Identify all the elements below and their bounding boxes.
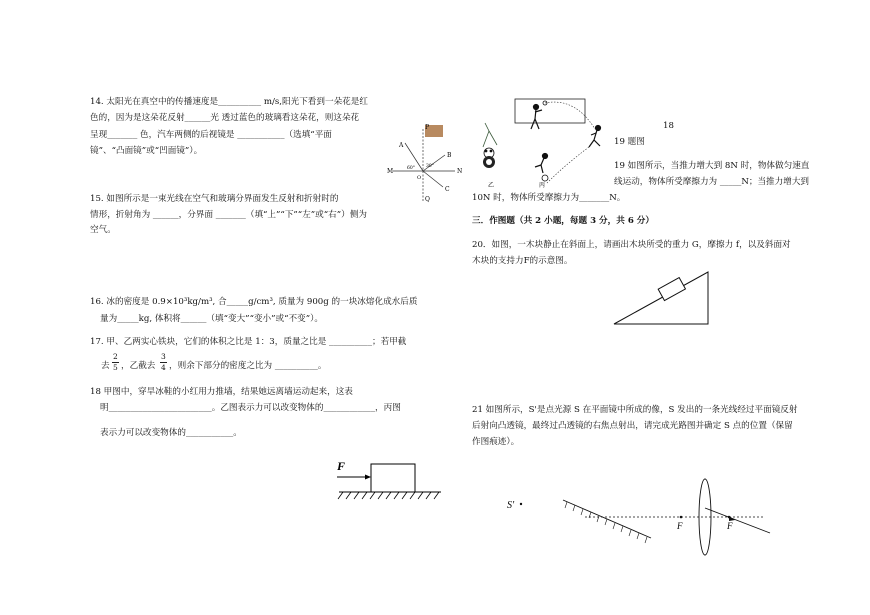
q14-line4: 镜”、“凸面镜”或“凹面镜”）。 bbox=[90, 146, 203, 156]
fraction1-numerator: 2 bbox=[113, 352, 118, 361]
incline-figure bbox=[612, 268, 722, 328]
block-on-incline bbox=[658, 278, 685, 301]
q17-line2-b: ，乙截去 bbox=[121, 361, 156, 371]
q17-line2-c: ，则余下部分的密度之比为 __________。 bbox=[169, 361, 327, 371]
q18-line3: 表示力可以改变物体的___________。 bbox=[100, 428, 242, 438]
fraction1-bar bbox=[112, 362, 119, 363]
label-Q: Q bbox=[425, 196, 430, 203]
q16-line1: 16. 冰的密度是 0.9×10³kg/m³, 合_____g/cm³, 质量为 900g 的一块冰熔化成水后质 bbox=[90, 297, 418, 307]
mirror-lens-figure bbox=[505, 478, 785, 568]
q17-line1: 17. 甲、乙两实心铁块，它们的体积之比是 1：3，质量之比是 __________；若甲截 bbox=[90, 337, 407, 347]
label-A: A bbox=[399, 142, 404, 149]
q16-line2: 量为_____kg, 体积将______（填“变大”“变小”或“不变”）。 bbox=[100, 314, 323, 324]
q14-line2: 色的，因为是这朵花反射______光 透过蓝色的玻璃看这朵花，则这朵花 bbox=[90, 113, 360, 123]
motion-figures bbox=[475, 95, 615, 190]
q15-line3: 空气。 bbox=[90, 225, 116, 235]
label-C: C bbox=[445, 186, 450, 193]
fig18-number: 18 bbox=[663, 121, 674, 131]
label-S-prime: S' bbox=[507, 500, 515, 511]
q14-line1: 14. 太阳光在真空中的传播速度是__________ m/s,阳光下看到一朵花是红 bbox=[90, 97, 368, 107]
incline bbox=[614, 272, 708, 324]
refraction-figure bbox=[385, 125, 465, 205]
q19-line2: 线运动，物体所受摩擦力为 _____N；当推力增大到 bbox=[614, 177, 810, 187]
fig19-caption: 19 题图 bbox=[614, 137, 645, 147]
focus-label-right: F bbox=[727, 521, 733, 531]
block-force-figure bbox=[335, 458, 445, 508]
q14-line3: 呈现_______ 色，汽车两侧的后视镜是 ___________（选填“平面 bbox=[90, 130, 332, 140]
fraction2-bar bbox=[160, 362, 167, 363]
refracted-ray bbox=[705, 508, 770, 533]
q19-line3: 10N 时，物体所受摩擦力为_______N。 bbox=[472, 193, 626, 203]
image-point bbox=[520, 503, 522, 505]
label-yi: 乙 bbox=[488, 182, 495, 189]
q19-line1: 19 如图所示，当推力增大到 8N 时，物体做匀速直 bbox=[614, 161, 810, 171]
ground-hatching bbox=[338, 492, 439, 499]
q15-line2: 情形，折射角为 ______，分界面 _______（填“上”“下”“左”或“右”）侧为 bbox=[90, 210, 367, 220]
q21-line2: 后射向凸透镜，最终过凸透镜的右焦点射出，请完成光路图并确定 S 点的位置（保留 bbox=[472, 421, 793, 431]
focus-label-left: F bbox=[677, 521, 683, 531]
label-bing: 丙 bbox=[539, 182, 546, 189]
q18-line2: 明________________________。乙图表示力可以改变物体的____________，丙图 bbox=[100, 403, 401, 413]
fraction1-denominator: 5 bbox=[113, 363, 118, 372]
q20-line1: 20．如图，一木块静止在斜面上，请画出木块所受的重力 G，摩擦力 f，以及斜面对 bbox=[472, 240, 791, 250]
panda-icon bbox=[483, 123, 497, 168]
q17-line2-a: 去 bbox=[101, 361, 110, 371]
mirror-hatching bbox=[565, 502, 647, 543]
arrow-head-icon bbox=[365, 475, 371, 480]
stick-figure-3 bbox=[535, 154, 548, 174]
label-P: P bbox=[425, 124, 430, 131]
q21-line3: 作图痕迹）。 bbox=[472, 437, 520, 447]
block bbox=[371, 464, 415, 492]
q21-line1: 21 如图所示，S'是点光源 S 在平面镜中所成的像，S 发出的一条光线经过平面镜反射 bbox=[472, 405, 798, 415]
fraction2-denominator: 4 bbox=[161, 363, 166, 372]
fraction2-numerator: 3 bbox=[161, 352, 166, 361]
ball-icon bbox=[542, 175, 548, 181]
stick-figure-1 bbox=[531, 105, 542, 130]
q20-line2: 木块的支持力F的示意图。 bbox=[472, 256, 573, 266]
label-B: B bbox=[447, 152, 452, 159]
label-M: M bbox=[387, 168, 394, 175]
q18-line1: 18 甲图中，穿旱冰鞋的小红用力推墙，结果她远离墙运动起来，这表 bbox=[90, 387, 353, 397]
label-O: O bbox=[417, 175, 422, 181]
label-60: 60° bbox=[407, 166, 415, 171]
label-N: N bbox=[457, 168, 463, 175]
force-label: F bbox=[337, 459, 346, 473]
q15-line1: 15. 如图所示是一束光线在空气和玻璃分界面发生反射和折射时的 bbox=[90, 194, 339, 204]
section3-heading: 三．作图题（共 2 小题，每题 3 分，共 6 分） bbox=[472, 216, 654, 226]
label-30: 30° bbox=[426, 164, 434, 169]
